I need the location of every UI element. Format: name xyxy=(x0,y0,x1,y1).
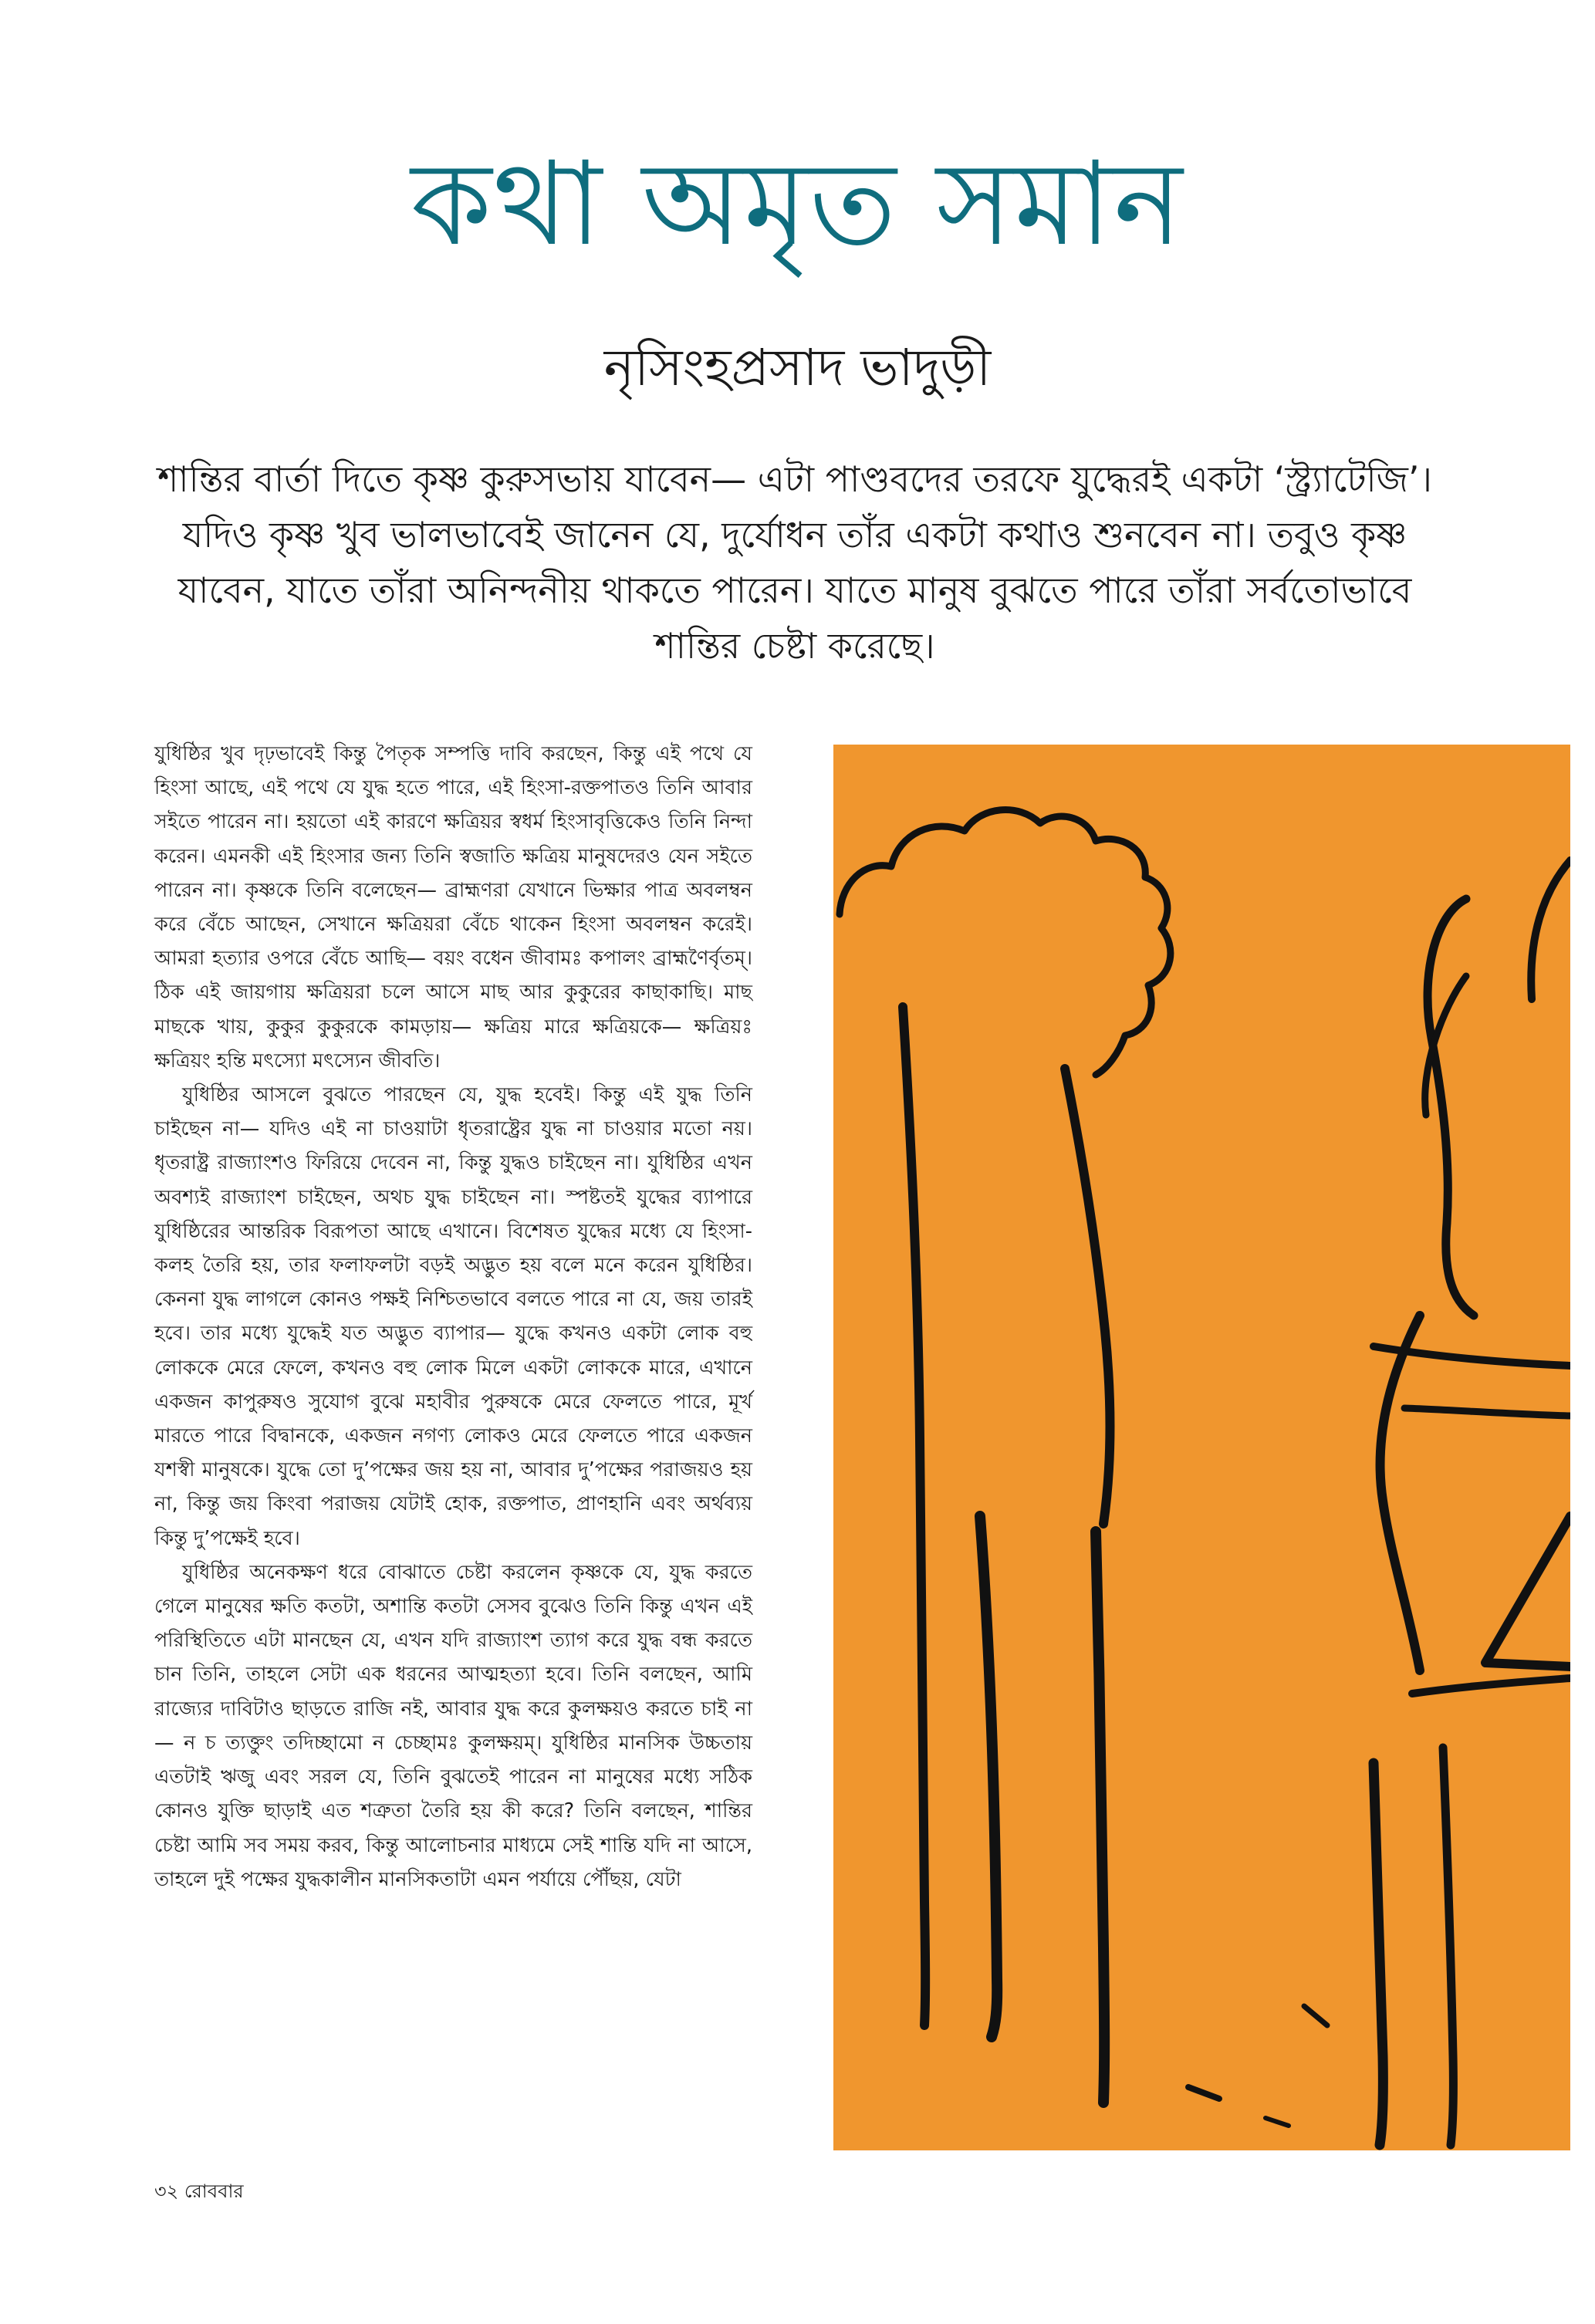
article-title: কথা অমৃত সমান xyxy=(411,137,1184,272)
brush-stroke xyxy=(1428,899,1474,1316)
brush-stroke xyxy=(1531,860,1570,999)
brush-stroke xyxy=(1404,1408,1570,1416)
author-byline: নৃসিংহপ্রসাদ ভাদুড়ী xyxy=(603,338,992,397)
brush-drawing xyxy=(833,745,1570,2150)
brush-stroke xyxy=(1412,1678,1570,1694)
brush-stroke xyxy=(1443,1748,1453,2145)
article-intro: শান্তির বার্তা দিতে কৃষ্ণ কুরুসভায় যাবেন— এটা পাণ্ডবদের তরফে যুদ্ধেরই একটা ‘স্ট্র্যাটেজি’। যদিও কৃষ্ণ খুব ভালভাবেই জানেন যে, দুর্যোধন তাঁর একটা কথাও শুনবেন না। তবুও কৃষ্ণ যাবেন, যাতে তাঁরা অনিন্দনীয় থাকতে পারেন। যাতে মানুষ বুঝতে পারে তাঁরা সর্বতোভাবে শান্তির চেষ্টা করেছে। xyxy=(157,458,1432,667)
body-paragraph: যুধিষ্ঠির আসলে বুঝতে পারছেন যে, যুদ্ধ হবেই। কিন্তু এই যুদ্ধ তিনি চাইছেন না— যদিও এই না চাওয়াটা ধৃতরাষ্ট্রের যুদ্ধ না চাওয়ার মতো নয়। ধৃতরাষ্ট্র রাজ্যাংশও ফিরিয়ে দেবেন না, কিন্তু যুদ্ধও চাইছেন না। যুধিষ্ঠির এখন অবশ্যই রাজ্যাংশ চাইছেন, অথচ যুদ্ধ চাইছেন না। স্পষ্টতই যুদ্ধের ব্যাপারে যুধিষ্ঠিরের আন্তরিক বিরূপতা আছে এখানে। বিশেষত যুদ্ধের মধ্যে যে হিংসা-কলহ তৈরি হয়, তার ফলাফলটা বড়ই অদ্ভুত হয় বলে মনে করেন যুধিষ্ঠির। কেননা যুদ্ধ লাগলে কোনও পক্ষই নিশ্চিতভাবে বলতে পারে না যে, জয় তারই হবে। তার মধ্যে যুদ্ধেই যত অদ্ভুত ব্যাপার— যুদ্ধে কখনও একটা লোক বহু লোককে মেরে ফেলে, কখনও বহু লোক মিলে একটা লোককে মারে, এখানে একজন কাপুরুষও সুযোগ বুঝে মহাবীর পুরুষকে মেরে ফেলতে পারে, মূর্খ মারতে পারে বিদ্বানকে, একজন নগণ্য লোকও মেরে ফেলতে পারে একজন যশস্বী মানুষকে। যুদ্ধে তো দু’পক্ষের জয় হয় না, আবার দু’পক্ষের পরাজয়ও হয় না, কিন্তু জয় কিংবা পরাজয় যেটাই হোক, রক্তপাত, প্রাণহানি এবং অর্থব্যয় কিন্তু দু’পক্ষেই হবে। xyxy=(154,1083,752,1550)
page-folio: ৩২ রোববার xyxy=(154,2180,244,2202)
brush-stroke xyxy=(1380,1316,1420,1670)
brush-stroke xyxy=(1304,2006,1327,2025)
brush-stroke xyxy=(1065,1069,1110,1524)
brush-stroke xyxy=(1266,2118,1289,2126)
brush-stroke xyxy=(1485,1516,1570,1667)
body-paragraph: যুধিষ্ঠির খুব দৃঢ়ভাবেই কিন্তু পৈতৃক সম্পত্তি দাবি করছেন, কিন্তু এই পথে যে হিংসা আছে, এই পথে যে যুদ্ধ হতে পারে, এই হিংসা-রক্তপাতও তিনি আবার সইতে পারেন না। হয়তো এই কারণে ক্ষত্রিয়র স্বধর্ম হিংসাবৃত্তিকেও তিনি নিন্দা করেন। এমনকী এই হিংসার জন্য তিনি স্বজাতি ক্ষত্রিয় মানুষদেরও যেন সইতে পারেন না। কৃষ্ণকে তিনি বলেছেন— ব্রাহ্মণরা যেখানে ভিক্ষার পাত্র অবলম্বন করে বেঁচে আছেন, সেখানে ক্ষত্রিয়রা বেঁচে থাকেন হিংসা অবলম্বন করেই। আমরা হত্যার ওপরে বেঁচে আছি— বয়ং বধেন জীবামঃ কপালং ব্রাহ্মণৈর্বৃতম্। ঠিক এই জায়গায় ক্ষত্রিয়রা চলে আসে মাছ আর কুকুরের কাছাকাছি। মাছ মাছকে খায়, কুকুর কুকুরকে কামড়ায়— ক্ষত্রিয় মারে ক্ষত্রিয়কে— ক্ষত্রিয়ঃ ক্ষত্রিয়ং হন্তি মৎস্যো মৎস্যেন জীবতি। xyxy=(154,742,752,1072)
article-body xyxy=(154,737,752,1897)
brush-stroke xyxy=(840,810,1171,1075)
illustration xyxy=(833,745,1570,2150)
brush-stroke xyxy=(1188,2087,1219,2099)
brush-stroke xyxy=(1096,1532,1104,2103)
brush-stroke xyxy=(1374,1763,1383,2145)
brush-stroke xyxy=(903,1007,925,2025)
brush-stroke xyxy=(980,1516,997,2037)
body-paragraph: যুধিষ্ঠির অনেকক্ষণ ধরে বোঝাতে চেষ্টা করলেন কৃষ্ণকে যে, যুদ্ধ করতে গেলে মানুষের ক্ষতি কতটা, অশান্তি কতটা সেসব বুঝেও তিনি কিন্তু এখন এই পরিস্থিতিতে এটা মানছেন যে, এখন যদি রাজ্যাংশ ত্যাগ করে যুদ্ধ বন্ধ করতে চান তিনি, তাহলে সেটা এক ধরনের আত্মহত্যা হবে। তিনি বলছেন, আমি রাজ্যের দাবিটাও ছাড়তে রাজি নই, আবার যুদ্ধ করে কুলক্ষয়ও করতে চাই না— ন চ ত্যক্তুং তদিচ্ছামো ন চেচ্ছামঃ কুলক্ষয়ম্। যুধিষ্ঠির মানসিক উচ্চতায় এতটাই ঋজু এবং সরল যে, তিনি বুঝতেই পারেন না মানুষের মধ্যে সঠিক কোনও যুক্তি ছাড়াই এত শত্রুতা তৈরি হয় কী করে? তিনি বলছেন, শান্তির চেষ্টা আমি সব সময় করব, কিন্তু আলোচনার মাধ্যমে সেই শান্তি যদি না আসে, তাহলে দুই পক্ষের যুদ্ধকালীন মানসিকতাটা এমন পর্যায়ে পৌঁছয়, যেটা xyxy=(154,1560,752,1891)
